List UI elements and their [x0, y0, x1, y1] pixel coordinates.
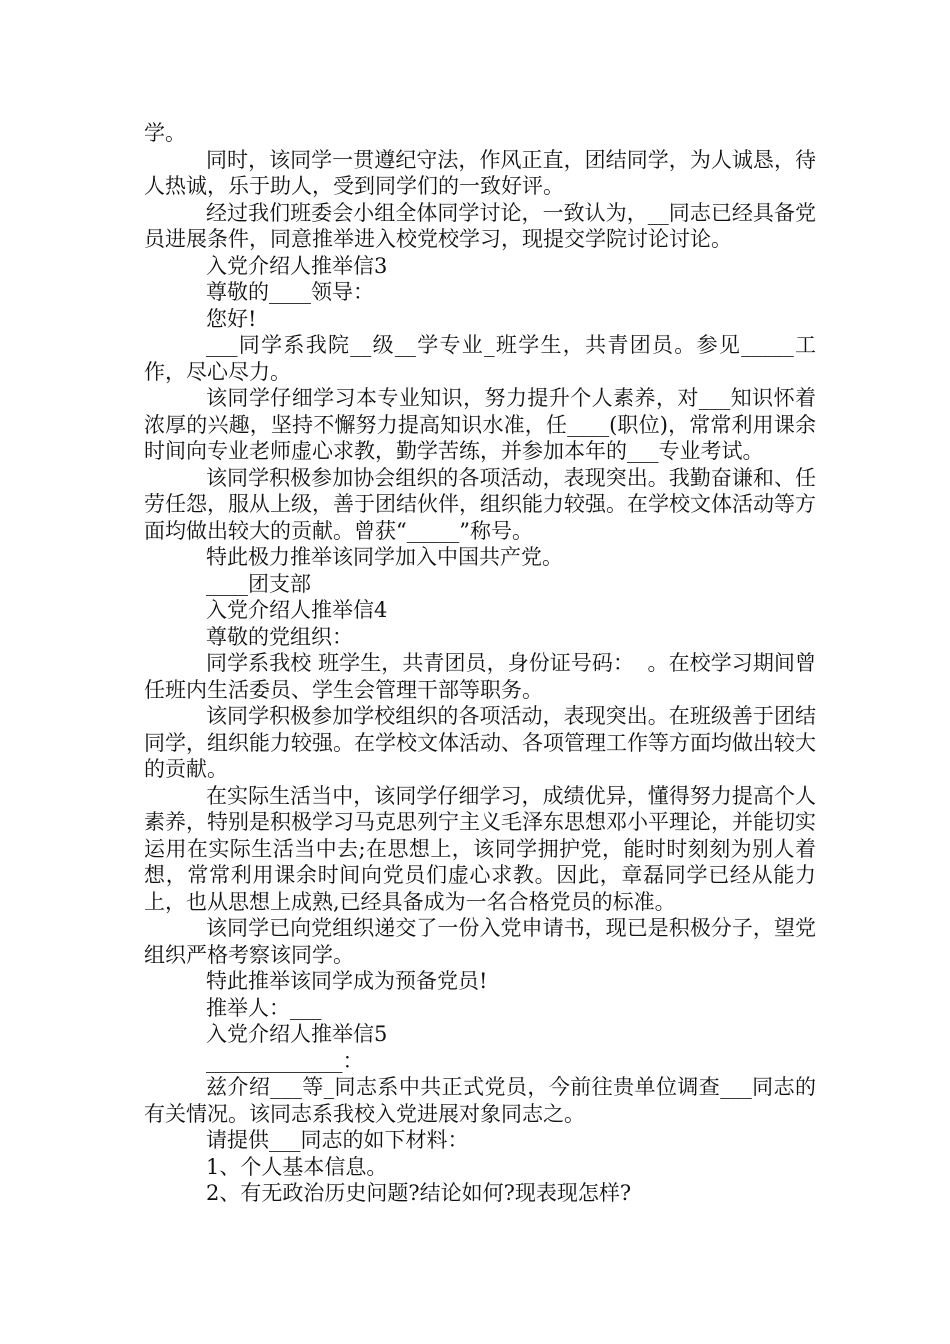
paragraph: 经过我们班委会小组全体同学讨论，一致认为，__同志已经具备党员进展条件，同意推举进入校党校学习，现提交学院讨论讨论。: [144, 200, 816, 251]
paragraph: 该同学已向党组织递交了一份入党申请书，现已是积极分子，望党组织严格考察该同学。: [144, 916, 816, 967]
paragraph: 兹介绍___等_同志系中共正式党员，今前往贵单位调查___同志的有关情况。该同志系我校入党进展对象同志之。: [144, 1075, 816, 1126]
letter-heading-5: 入党介绍人推举信5: [206, 1022, 388, 1046]
paragraph: 在实际生活当中，该同学仔细学习，成绩优异，懂得努力提高个人素养，特别是积极学习马克思列宁主义毛泽东思想邓小平理论，并能切实运用在实际生活当中去;在思想上，该同学拥护党，能时时刻刻为别人着想，常常利用课余时间向党员们虚心求教。因此，章磊同学已经从能力上，也从思想上成熟,已经具备成为一名合格党员的标准。: [144, 783, 816, 914]
signature-line: 推举人：___: [206, 995, 322, 1020]
paragraph-continuation: 学。: [144, 121, 186, 145]
salutation: 尊敬的____领导：: [206, 280, 374, 304]
greeting: 您好!: [206, 306, 257, 331]
salutation: 尊敬的党组织：: [206, 624, 353, 649]
signature-line: ____团支部: [206, 571, 311, 596]
paragraph: 该同学积极参加学校组织的各项活动，表现突出。在班级善于团结同学，组织能力较强。在学校文体活动、各项管理工作等方面均做出较大的贡献。: [144, 704, 816, 781]
paragraph: 特此推举该同学成为预备党员!: [206, 969, 488, 993]
letter-heading-4: 入党介绍人推举信4: [206, 598, 388, 622]
paragraph: 请提供___同志的如下材料：: [206, 1128, 469, 1152]
list-item: 2、有无政治历史问题?结论如何?现表现怎样?: [206, 1181, 632, 1205]
list-item: 1、个人基本信息。: [206, 1154, 388, 1179]
paragraph: ___同学系我院__级__学专业_班学生，共青团员。参见_____工作，尽心尽力。: [144, 333, 816, 384]
paragraph: 该同学仔细学习本专业知识，努力提升个人素养，对___知识怀着浓厚的兴趣，坚持不懈努力提高知识水准，任____(职位)，常常利用课余时间向专业老师虚心求教，勤学苦练，并参加本年的___专业考试。: [144, 386, 816, 463]
paragraph: 同时，该同学一贯遵纪守法，作风正直，团结同学，为人诚恳，待人热诚，乐于助人，受到同学们的一致好评。: [144, 147, 816, 198]
paragraph: 该同学积极参加协会组织的各项活动，表现突出。我勤奋谦和、任劳任怨，服从上级，善于团结伙伴，组织能力较强。在学校文体活动等方面均做出较大的贡献。曾获“_____”称号。: [144, 465, 816, 543]
salutation: _____________：: [206, 1048, 364, 1073]
paragraph: 同学系我校 班学生，共青团员，身份证号码： 。在校学习期间曾任班内生活委员、学生会管理干部等职务。: [144, 651, 816, 702]
document-page: [144, 120, 816, 1207]
paragraph: 特此极力推举该同学加入中国共产党。: [206, 545, 563, 569]
letter-heading-3: 入党介绍人推举信3: [206, 253, 388, 278]
